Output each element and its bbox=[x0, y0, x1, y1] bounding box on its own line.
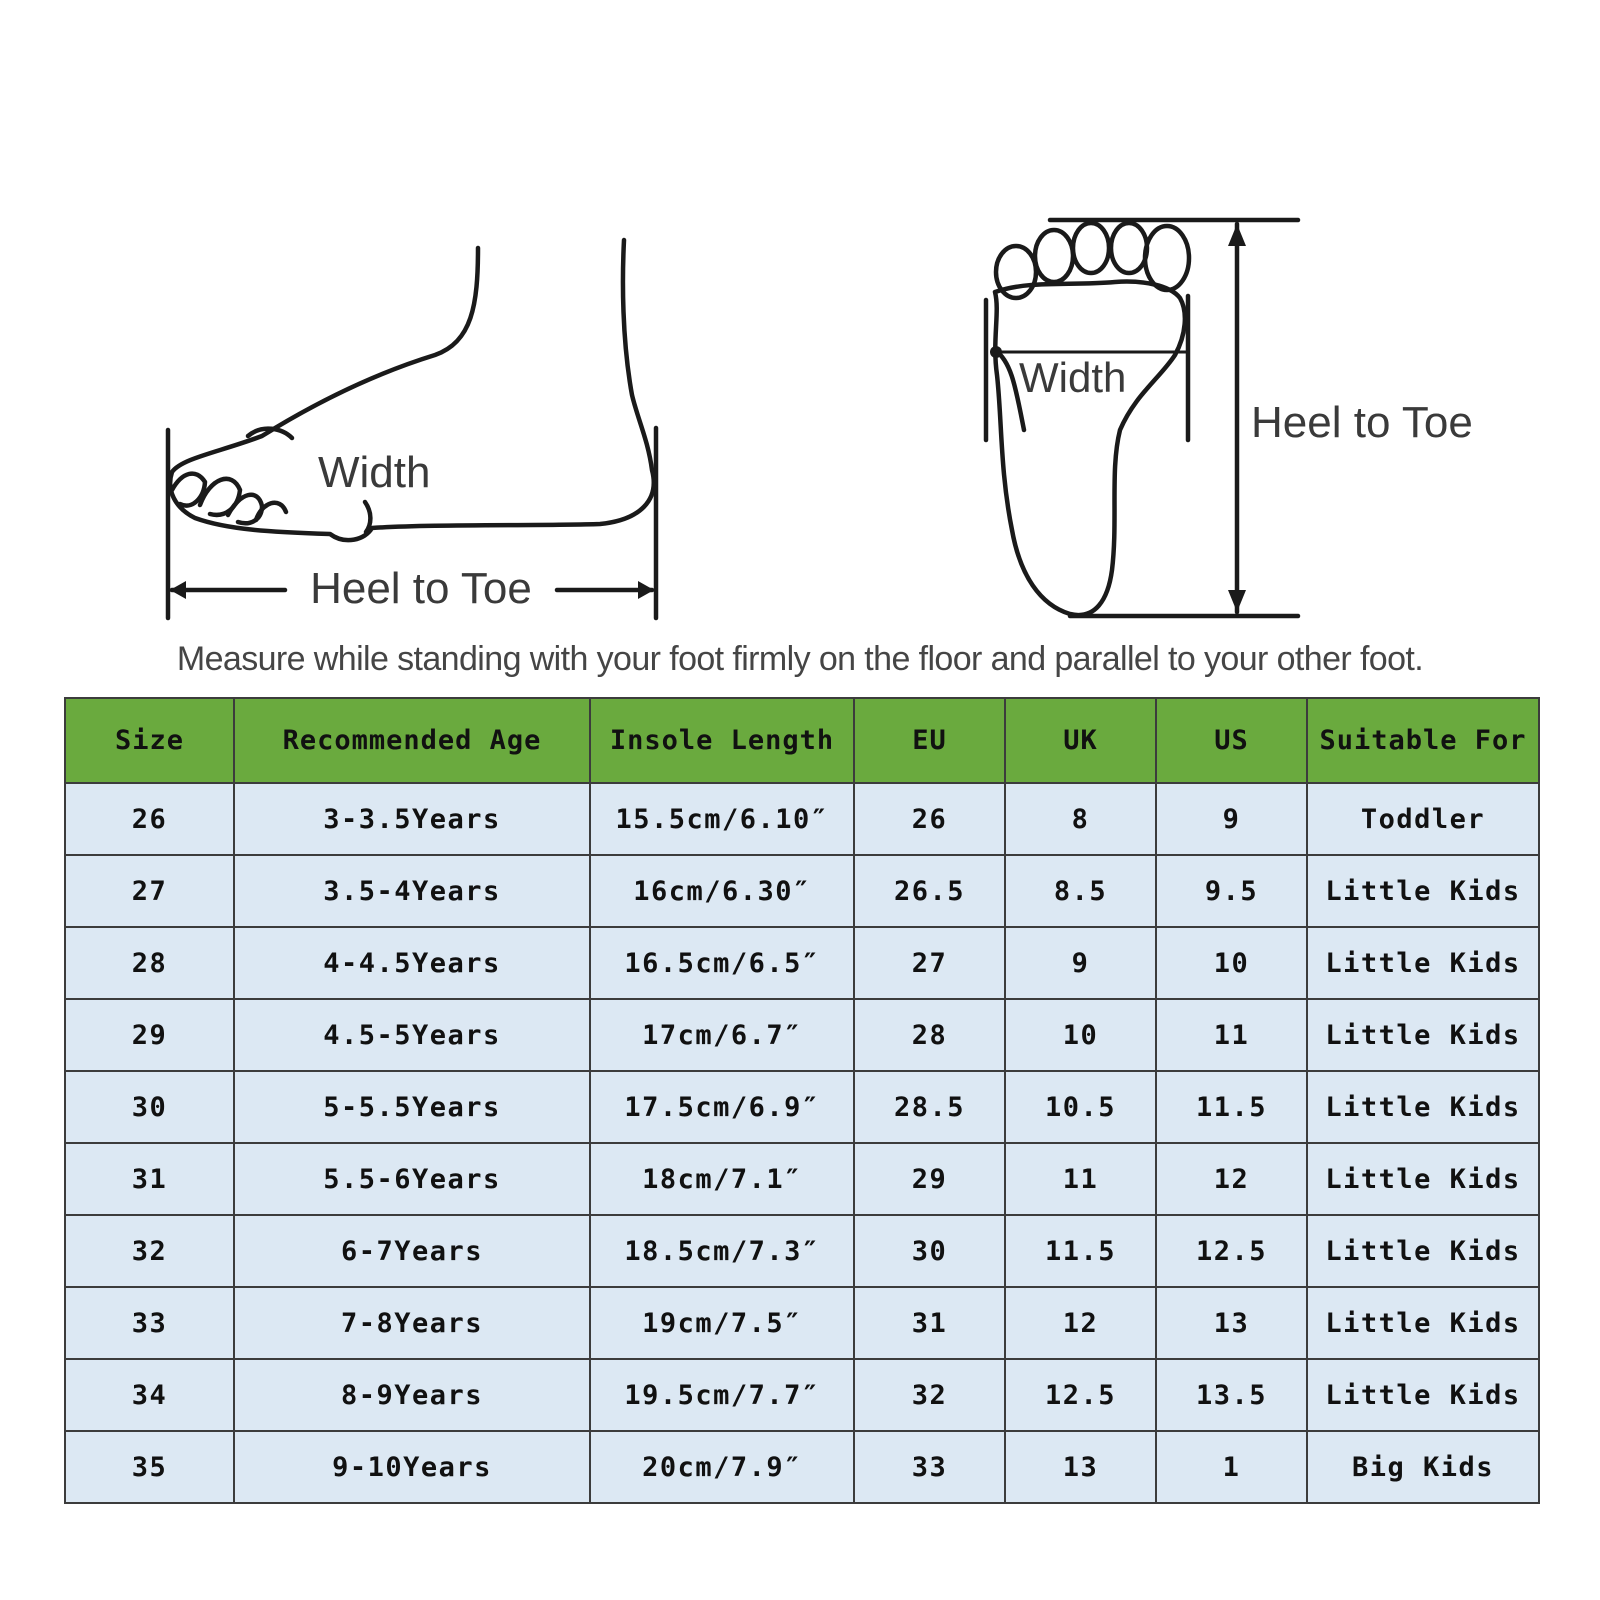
cell-us: 12 bbox=[1156, 1143, 1307, 1215]
table-row bbox=[65, 783, 1539, 855]
cell-eu: 28.5 bbox=[854, 1071, 1005, 1143]
cell-uk: 8 bbox=[1005, 783, 1156, 855]
cell-suitable: Little Kids bbox=[1307, 1143, 1539, 1215]
cell-size: 34 bbox=[65, 1359, 234, 1431]
table-row bbox=[65, 855, 1539, 927]
cell-insole: 16cm/6.30″ bbox=[590, 855, 854, 927]
table-row bbox=[65, 1287, 1539, 1359]
cell-us: 12.5 bbox=[1156, 1215, 1307, 1287]
cell-size: 26 bbox=[65, 783, 234, 855]
cell-eu: 26.5 bbox=[854, 855, 1005, 927]
cell-suitable: Little Kids bbox=[1307, 999, 1539, 1071]
cell-age: 3.5-4Years bbox=[234, 855, 590, 927]
cell-suitable: Little Kids bbox=[1307, 855, 1539, 927]
cell-eu: 29 bbox=[854, 1143, 1005, 1215]
cell-size: 35 bbox=[65, 1431, 234, 1503]
cell-eu: 26 bbox=[854, 783, 1005, 855]
cell-us: 11 bbox=[1156, 999, 1307, 1071]
table-header-row bbox=[65, 698, 1539, 783]
cell-age: 6-7Years bbox=[234, 1215, 590, 1287]
cell-us: 11.5 bbox=[1156, 1071, 1307, 1143]
cell-us: 13 bbox=[1156, 1287, 1307, 1359]
header-size: Size bbox=[65, 698, 234, 783]
side-view-length-label: Heel to Toe bbox=[310, 564, 532, 613]
cell-size: 31 bbox=[65, 1143, 234, 1215]
header-eu: EU bbox=[854, 698, 1005, 783]
header-uk: UK bbox=[1005, 698, 1156, 783]
foot-measurement-diagram bbox=[0, 0, 1600, 690]
cell-us: 1 bbox=[1156, 1431, 1307, 1503]
cell-eu: 33 bbox=[854, 1431, 1005, 1503]
cell-age: 9-10Years bbox=[234, 1431, 590, 1503]
cell-size: 27 bbox=[65, 855, 234, 927]
cell-suitable: Little Kids bbox=[1307, 1359, 1539, 1431]
cell-uk: 11.5 bbox=[1005, 1215, 1156, 1287]
cell-age: 3-3.5Years bbox=[234, 783, 590, 855]
cell-age: 5-5.5Years bbox=[234, 1071, 590, 1143]
cell-insole: 20cm/7.9″ bbox=[590, 1431, 854, 1503]
cell-uk: 12 bbox=[1005, 1287, 1156, 1359]
cell-uk: 11 bbox=[1005, 1143, 1156, 1215]
cell-uk: 10.5 bbox=[1005, 1071, 1156, 1143]
side-view-foot-illustration bbox=[168, 240, 656, 618]
cell-size: 30 bbox=[65, 1071, 234, 1143]
cell-eu: 32 bbox=[854, 1359, 1005, 1431]
header-recommended-age: Recommended Age bbox=[234, 698, 590, 783]
table-row bbox=[65, 1359, 1539, 1431]
table-row bbox=[65, 1431, 1539, 1503]
cell-eu: 28 bbox=[854, 999, 1005, 1071]
header-suitable-for: Suitable For bbox=[1307, 698, 1539, 783]
size-chart-table bbox=[64, 697, 1540, 1504]
cell-uk: 13 bbox=[1005, 1431, 1156, 1503]
cell-insole: 19cm/7.5″ bbox=[590, 1287, 854, 1359]
cell-us: 9.5 bbox=[1156, 855, 1307, 927]
cell-eu: 31 bbox=[854, 1287, 1005, 1359]
cell-suitable: Little Kids bbox=[1307, 1071, 1539, 1143]
cell-insole: 16.5cm/6.5″ bbox=[590, 927, 854, 999]
cell-suitable: Little Kids bbox=[1307, 1215, 1539, 1287]
cell-size: 33 bbox=[65, 1287, 234, 1359]
measurement-instruction: Measure while standing with your foot firmly on the floor and parallel to your other foot. bbox=[176, 640, 1424, 678]
table-row bbox=[65, 927, 1539, 999]
cell-age: 4.5-5Years bbox=[234, 999, 590, 1071]
cell-us: 9 bbox=[1156, 783, 1307, 855]
cell-insole: 17cm/6.7″ bbox=[590, 999, 854, 1071]
cell-uk: 10 bbox=[1005, 999, 1156, 1071]
cell-insole: 17.5cm/6.9″ bbox=[590, 1071, 854, 1143]
cell-eu: 27 bbox=[854, 927, 1005, 999]
header-us: US bbox=[1156, 698, 1307, 783]
cell-uk: 9 bbox=[1005, 927, 1156, 999]
cell-age: 7-8Years bbox=[234, 1287, 590, 1359]
cell-size: 32 bbox=[65, 1215, 234, 1287]
cell-age: 4-4.5Years bbox=[234, 927, 590, 999]
cell-suitable: Big Kids bbox=[1307, 1431, 1539, 1503]
cell-age: 5.5-6Years bbox=[234, 1143, 590, 1215]
side-view-width-label: Width bbox=[318, 448, 431, 497]
cell-suitable: Toddler bbox=[1307, 783, 1539, 855]
table-row bbox=[65, 999, 1539, 1071]
header-insole-length: Insole Length bbox=[590, 698, 854, 783]
cell-eu: 30 bbox=[854, 1215, 1005, 1287]
cell-insole: 19.5cm/7.7″ bbox=[590, 1359, 854, 1431]
cell-insole: 18cm/7.1″ bbox=[590, 1143, 854, 1215]
sole-view-width-label: Width bbox=[1019, 354, 1127, 401]
cell-suitable: Little Kids bbox=[1307, 927, 1539, 999]
table-row bbox=[65, 1143, 1539, 1215]
sole-view-length-label: Heel to Toe bbox=[1251, 398, 1473, 447]
cell-uk: 12.5 bbox=[1005, 1359, 1156, 1431]
table-row bbox=[65, 1215, 1539, 1287]
cell-size: 28 bbox=[65, 927, 234, 999]
cell-age: 8-9Years bbox=[234, 1359, 590, 1431]
cell-us: 10 bbox=[1156, 927, 1307, 999]
cell-suitable: Little Kids bbox=[1307, 1287, 1539, 1359]
cell-insole: 15.5cm/6.10″ bbox=[590, 783, 854, 855]
table-row bbox=[65, 1071, 1539, 1143]
cell-us: 13.5 bbox=[1156, 1359, 1307, 1431]
cell-size: 29 bbox=[65, 999, 234, 1071]
cell-insole: 18.5cm/7.3″ bbox=[590, 1215, 854, 1287]
cell-uk: 8.5 bbox=[1005, 855, 1156, 927]
